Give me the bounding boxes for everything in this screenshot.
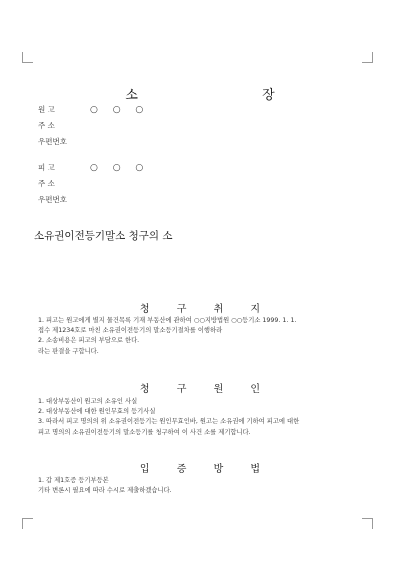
defendant-zip-row (38, 192, 149, 208)
claim-purpose-line: 1. 피고는 원고에게 별지 물건목록 기재 부동산에 관하여 ○○지방법원 ○○등기소 1999. 1. 1. (38, 317, 297, 324)
claim-purpose-heading: 청 구 취 지 (139, 304, 273, 315)
plaintiff-name: ○ ○ ○ (90, 105, 150, 115)
defendant-label: 피 고 (38, 163, 55, 172)
claim-cause-body (38, 397, 374, 438)
defendant-block (38, 160, 149, 208)
evidence-line: 1. 갑 제1호증 등기부등본 (38, 477, 109, 484)
plaintiff-zip-row (38, 134, 149, 150)
plaintiff-block (38, 102, 149, 150)
claim-purpose-line: 접수 제1234호로 마친 소유권이전등기의 말소등기절차를 이행하라 (38, 327, 223, 335)
defendant-address-row (38, 176, 149, 192)
plaintiff-address-label: 주 소 (38, 121, 55, 130)
evidence-heading: 입 증 방 법 (139, 464, 273, 475)
claim-cause-line: 피고 명의의 소유권이전등기의 말소등기를 청구하여 이 사건 소를 제기합니다. (38, 428, 251, 436)
crop-mark-bottom-right (362, 518, 373, 529)
claim-purpose-line: 라는 판결을 구합니다. (38, 347, 99, 355)
defendant-name-row (38, 160, 149, 176)
defendant-name: ○ ○ ○ (90, 163, 150, 173)
plaintiff-zip-label: 우편번호 (38, 137, 67, 146)
case-title: 소유권이전등기말소 청구의 소 (34, 230, 173, 242)
claim-cause-line: 2. 대상부동산에 대한 원인무효의 등기사실 (38, 408, 156, 416)
plaintiff-label: 원 고 (38, 105, 55, 114)
crop-mark-top-right (362, 52, 373, 63)
crop-mark-top-left (22, 52, 33, 63)
evidence-body (38, 476, 374, 496)
claim-cause-heading: 청 구 원 인 (139, 384, 273, 395)
claim-cause-line: 3. 따라서 피고 명의의 위 소유권이전등기는 원인무효인바, 원고는 소유권에 기하여 피고에 대한 (38, 418, 300, 426)
defendant-zip-label: 우편번호 (38, 195, 67, 204)
evidence-line: 기타 변론시 필요에 따라 수시로 제출하겠습니다. (38, 487, 172, 495)
claim-purpose-body (38, 316, 374, 357)
plaintiff-name-row (38, 102, 149, 118)
claim-cause-line: 1. 대상부동산이 원고의 소유인 사실 (38, 398, 138, 405)
claim-purpose-line: 2. 소송비용은 피고의 부담으로 한다. (38, 337, 140, 345)
plaintiff-address-row (38, 118, 149, 134)
document-title: 소 장 (125, 88, 335, 103)
defendant-address-label: 주 소 (38, 179, 55, 188)
crop-mark-bottom-left (22, 518, 33, 529)
